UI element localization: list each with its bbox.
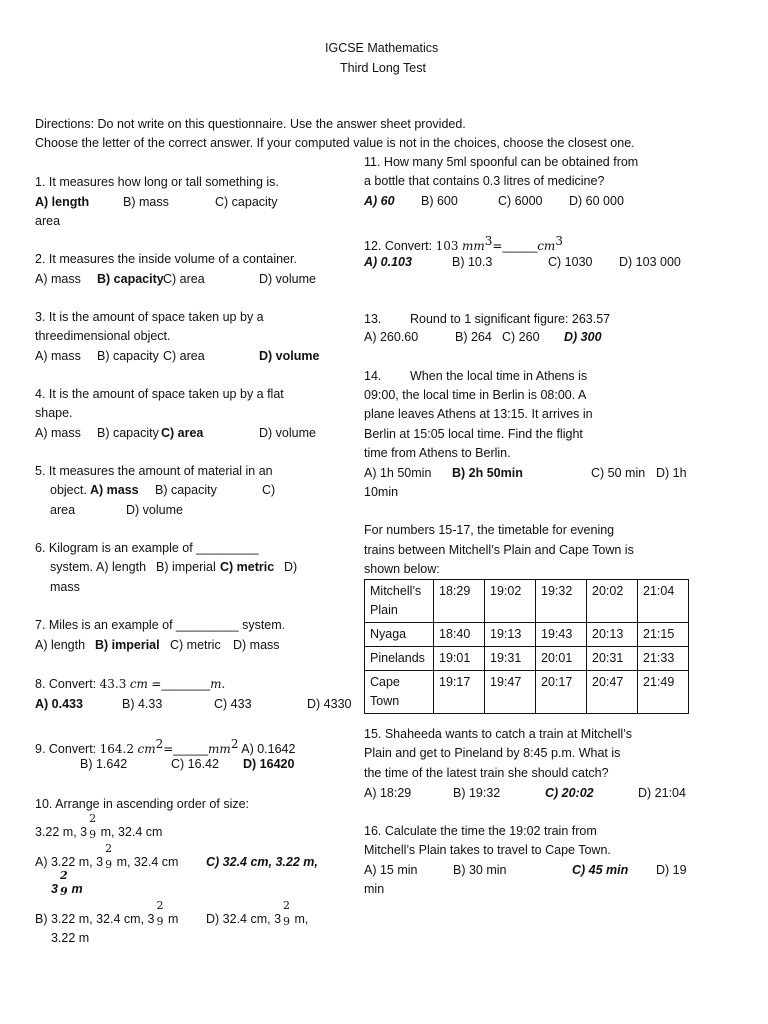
q9-lead: 9. Convert: [35,742,97,757]
q14-choice-b: B) 2h 50min [452,466,523,480]
q4-stem-2: shape. [35,406,73,420]
q11-stem-2: a bottle that contains 0.3 litres of medicine? [364,174,605,188]
q10-c-fraction [58,869,68,899]
q15-choice-a: A) 18:29 [364,786,412,800]
q4-choice-c: C) area [161,426,204,440]
q8-choice-a: A) 0.433 [35,697,83,711]
q14-stem-2: 09:00, the local time in Berlin is 08:00. A [364,388,587,402]
test-subtitle: Third Long Test [340,61,426,75]
q12-choice-d: D) 103 000 [619,255,681,269]
station-cell: Pinelands [365,647,434,671]
q6-stem-2: system. [50,560,94,574]
q5-stem-1: 5. It measures the amount of material in an [35,464,273,478]
q15-choice-d: D) 21:04 [638,786,686,800]
q10-c-frac-num: 2 [59,869,68,882]
q7-choice-b: B) imperial [95,638,160,652]
q14-choice-c: C) 50 min [591,466,646,480]
q9-unit-to: mm [208,742,231,757]
q1-choice-c-cont: area [35,214,61,228]
q16-stem-1: 16. Calculate the time the 19:02 train from [364,824,597,838]
q16-choice-d-cont: min [364,882,385,896]
q14-stem-5: time from Athens to Berlin. [364,446,511,460]
q9-choice-d: D) 16420 [243,757,295,771]
q11-choice-b: B) 600 [421,194,458,208]
q10-list-fraction [87,812,97,842]
time-cell: 19:31 [485,647,536,671]
station-name-cont: Plain [370,603,398,617]
q14-number: 14. [364,369,382,383]
q3-choice-a: A) mass [35,349,81,363]
time-cell: 20:13 [587,623,638,647]
train-timetable [364,579,689,714]
q7-choice-d: D) mass [233,638,280,652]
q6-choice-a: A) length [96,560,147,574]
q12-exp-to: 3 [555,234,563,248]
q12-choice-c: C) 1030 [548,255,593,269]
q9-blank: _____ [173,742,209,757]
q5-choice-a: A) mass [90,483,139,497]
q10-list-pre: 3.22 m, 3 [35,825,88,839]
q4-choice-d: D) volume [259,426,316,440]
q9-value: 164.2 [99,742,134,757]
q10-choice-a [35,842,179,872]
q3-choice-c: C) area [163,349,205,363]
q10-b-post: m [167,912,179,926]
q5-choice-c-cont: area [50,503,76,517]
time-cell: 21:04 [638,580,689,623]
q2-choice-a: A) mass [35,272,81,286]
q10-a-pre: A) 3.22 m, 3 [35,855,104,869]
q11-choice-c: C) 6000 [498,194,543,208]
q10-c-post: m [71,882,83,896]
time-cell: 19:02 [485,580,536,623]
timetable-intro-2: trains between Mitchell’s Plain and Cape Town is [364,543,634,557]
q10-choice-c: C) 32.4 cm, 3.22 m, [206,855,318,869]
time-cell: 20:31 [587,647,638,671]
time-cell: 19:47 [485,671,536,714]
q1-choice-c: C) capacity [215,195,278,209]
time-cell: 19:01 [434,647,485,671]
q15-choice-c: C) 20:02 [545,786,594,800]
q10-d-pre: D) 32.4 cm, 3 [206,912,282,926]
station-cell [365,580,434,623]
q10-d-fraction [281,899,291,929]
q9-choice-a: A) 0.1642 [241,742,296,757]
directions-line-1: Directions: Do not write on this questionnaire. Use the answer sheet provided. [35,117,466,131]
q5-stem-2: object. [50,483,87,497]
station-cell [365,671,434,714]
q12-unit-from: mm [461,239,485,254]
q3-choice-d: D) volume [259,349,320,363]
time-cell: 19:17 [434,671,485,714]
time-cell: 19:32 [536,580,587,623]
q6-choice-b: B) imperial [156,560,216,574]
q10-b-pre: B) 3.22 m, 32.4 cm, 3 [35,912,155,926]
q9-choice-c: C) 16.42 [171,757,219,771]
q6-choice-c: C) metric [220,560,275,574]
table-row [365,647,689,671]
q8-equals: = [151,677,162,691]
q8-unit-to: m. [210,677,226,691]
q3-choice-b: B) capacity [97,349,159,363]
q3-stem-1: 3. It is the amount of space taken up by a [35,310,264,324]
q16-stem-2: Mitchell’s Plain takes to travel to Cape Town. [364,843,611,857]
q5-choice-c: C) [262,483,276,497]
q8-stem [35,675,225,694]
q10-choice-d-cont: 3.22 m [51,931,90,945]
q12-exp-from: 3 [484,234,493,248]
q10-list-post: m, 32.4 cm [100,825,163,839]
q13-choice-b: B) 264 [455,330,492,344]
q15-stem-3: the time of the latest train she should catch? [364,766,609,780]
q11-choice-a: A) 60 [364,194,395,208]
time-cell: 19:13 [485,623,536,647]
q6-choice-d: D) [284,560,298,574]
q12-value: 103 [435,239,459,254]
q15-stem-1: 15. Shaheeda wants to catch a train at Mitchell’s [364,727,632,741]
station-name: Cape [370,675,400,689]
q9-unit-from: cm [137,742,156,757]
q10-a-post: m, 32.4 cm [116,855,179,869]
q8-choice-b: B) 4.33 [122,697,163,711]
q10-stem: 10. Arrange in ascending order of size: [35,797,250,811]
q12-choice-a: A) 0.103 [364,255,412,269]
time-cell: 20:01 [536,647,587,671]
q8-unit-from: cm [129,677,148,691]
q13-choice-a: A) 260.60 [364,330,419,344]
q10-b-frac-den: 9 [156,915,164,928]
q1-choice-b: B) mass [123,195,169,209]
q15-stem-2: Plain and get to Pineland by 8:45 p.m. What is [364,746,621,760]
q10-choice-d [206,899,309,929]
q13-number: 13. [364,312,382,326]
time-cell: 20:02 [587,580,638,623]
q1-choice-a: A) length [35,195,90,209]
time-cell: 18:29 [434,580,485,623]
station-name: Mitchell’s [370,584,422,598]
q14-choice-a: A) 1h 50min [364,466,432,480]
q8-lead: 8. Convert: [35,677,97,691]
q10-list-frac-den: 9 [89,828,97,841]
q12-unit-to: cm [537,239,556,254]
timetable-intro-3: shown below: [364,562,440,576]
q4-choice-b: B) capacity [97,426,159,440]
time-cell: 20:47 [587,671,638,714]
directions-line-2: Choose the letter of the correct answer. If your computed value is not in the choices, choose the closest one. [35,136,635,150]
q14-choice-d: D) 1h [656,466,687,480]
q14-stem-1: When the local time in Athens is [410,369,588,383]
q3-stem-2: threedimensional object. [35,329,171,343]
q9-exp-to: 2 [230,737,239,751]
q13-choice-c: C) 260 [502,330,540,344]
time-cell: 18:40 [434,623,485,647]
q7-choice-a: A) length [35,638,86,652]
q14-stem-3: plane leaves Athens at 13:15. It arrives in [364,407,593,421]
time-cell: 21:33 [638,647,689,671]
q9-equals: = [163,742,174,757]
q11-choice-d: D) 60 000 [569,194,624,208]
q12-choice-b: B) 10.3 [452,255,493,269]
q4-choice-a: A) mass [35,426,81,440]
q8-blank: _______ [161,677,211,691]
q10-a-fraction [103,842,113,872]
q10-d-frac-den: 9 [283,915,291,928]
q10-b-frac-num: 2 [156,899,164,912]
q12-equals: = [492,239,503,254]
q16-choice-a: A) 15 min [364,863,418,877]
time-cell: 20:17 [536,671,587,714]
q2-choice-c: C) area [163,272,205,286]
q6-stem-1: 6. Kilogram is an example of _________ [35,541,259,555]
q10-a-frac-num: 2 [105,842,113,855]
q14-choice-d-cont: 10min [364,485,399,499]
q10-c-whole: 3 [51,882,58,896]
q10-choice-c-cont [51,869,83,899]
q13-stem: Round to 1 significant figure: 263.57 [410,312,611,326]
time-cell: 21:49 [638,671,689,714]
q10-list [35,812,163,842]
q6-choice-d-cont: mass [50,580,80,594]
q2-choice-b: B) capacity [97,272,164,286]
time-cell: 19:43 [536,623,587,647]
q10-b-fraction [155,899,165,929]
q12-blank: _____ [502,239,538,254]
table-row [365,580,689,623]
q10-d-frac-num: 2 [283,899,291,912]
q11-stem-1: 11. How many 5ml spoonful can be obtained from [364,155,639,169]
q7-choice-c: C) metric [170,638,221,652]
table-row [365,623,689,647]
q10-choice-b [35,899,179,929]
q16-choice-d: D) 19 [656,863,687,877]
q8-choice-d: D) 4330 [307,697,352,711]
q9-choice-b: B) 1.642 [80,757,128,771]
q5-choice-d: D) volume [126,503,183,517]
q16-choice-c: C) 45 min [572,863,629,877]
q1-stem: 1. It measures how long or tall something is. [35,175,279,189]
q4-stem-1: 4. It is the amount of space taken up by a flat [35,387,284,401]
q7-stem: 7. Miles is an example of _________ system. [35,618,286,632]
q9-exp-from: 2 [155,737,164,751]
q10-c-frac-den: 9 [59,885,68,898]
q14-stem-4: Berlin at 15:05 local time. Find the flight [364,427,583,441]
station-name-cont: Town [370,694,400,708]
time-cell: 21:15 [638,623,689,647]
q10-list-frac-num: 2 [89,812,97,825]
q5-choice-b: B) capacity [155,483,217,497]
q10-d-post: m, [294,912,309,926]
table-row [365,671,689,714]
q16-choice-b: B) 30 min [453,863,507,877]
q2-stem: 2. It measures the inside volume of a container. [35,252,297,266]
q13-choice-d: D) 300 [564,330,602,344]
q8-value: 43.3 [99,677,127,691]
station-cell: Nyaga [365,623,434,647]
q15-choice-b: B) 19:32 [453,786,501,800]
test-title: IGCSE Mathematics [325,41,439,55]
q10-a-frac-den: 9 [105,858,113,871]
q2-choice-d: D) volume [259,272,316,286]
timetable-intro-1: For numbers 15-17, the timetable for evening [364,523,615,537]
q12-lead: 12. Convert: [364,239,433,254]
q8-choice-c: C) 433 [214,697,252,711]
